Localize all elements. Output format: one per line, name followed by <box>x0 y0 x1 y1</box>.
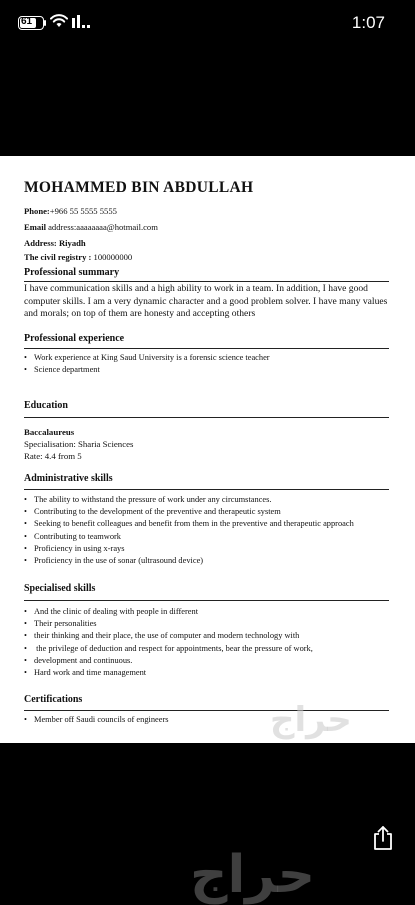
address-line <box>24 238 86 248</box>
list-item: • Hard work and time management <box>24 667 147 677</box>
summary-heading: Professional summary <box>24 267 120 278</box>
education-block <box>24 426 133 462</box>
list-item: • Seeking to benefit colleagues and benefit from them in the preventive and therapeutic approach <box>24 519 354 529</box>
admin-skills-heading: Administrative skills <box>24 473 113 484</box>
address-value: Riyadh <box>56 238 86 248</box>
wifi-icon <box>50 14 68 28</box>
civil-label: The civil registry : <box>24 252 92 262</box>
phone-label: Phone: <box>24 206 50 216</box>
haraj-logo: حراج <box>190 845 316 905</box>
list-item: • their thinking and their place, the use of computer and modern technology with <box>24 631 300 641</box>
divider <box>24 417 389 418</box>
email-label: Email <box>24 222 46 232</box>
certifications-heading: Certifications <box>24 694 83 705</box>
divider <box>24 348 389 349</box>
list-item: • Member off Saudi councils of engineers <box>24 715 169 724</box>
divider <box>24 281 389 282</box>
resume-name: MOHAMMED BIN ABDULLAH <box>24 179 254 196</box>
address-label: Address: <box>24 238 57 248</box>
education-heading: Education <box>24 400 68 411</box>
divider <box>24 600 389 601</box>
education-rate: Rate: 4.4 from 5 <box>24 451 82 461</box>
share-icon[interactable] <box>372 825 394 851</box>
experience-heading: Professional experience <box>24 333 125 344</box>
email-value: address:aaaaaaaa@hotmail.com <box>45 222 158 232</box>
resume-document <box>0 156 415 743</box>
list-item: • And the clinic of dealing with people in different <box>24 607 199 616</box>
list-item: • Proficiency in using x-rays <box>24 543 125 553</box>
certifications-list <box>24 714 169 726</box>
list-item: • Science department <box>24 365 100 375</box>
battery-icon <box>18 16 44 30</box>
education-degree: Baccalaureus <box>24 427 75 437</box>
phone-value: +966 55 5555 5555 <box>49 206 117 216</box>
list-item: • Their personalities <box>24 619 97 629</box>
civil-registry-line <box>24 252 132 262</box>
haraj-watermark-logo: حراج <box>270 700 352 740</box>
list-item: • development and continuous. <box>24 655 133 665</box>
signal-icon <box>72 15 90 29</box>
admin-skills-list <box>24 494 354 567</box>
email-line <box>24 222 158 232</box>
list-item: • Contributing to teamwork <box>24 531 121 541</box>
phone-line <box>24 206 117 216</box>
education-specialisation: Specialisation: Sharia Sciences <box>24 439 134 449</box>
list-item: • the privilege of deduction and respect for appointments, bear the pressure of work, <box>24 643 313 653</box>
specialised-skills-list <box>24 606 313 679</box>
battery-level: 61 <box>21 16 33 27</box>
list-item: • Work experience at King Saud University is a forensic science teacher <box>24 353 270 362</box>
list-item: • Proficiency in the use of sonar (ultrasound device) <box>24 555 204 565</box>
divider <box>24 489 389 490</box>
experience-list <box>24 352 270 376</box>
list-item: • Contributing to the development of the preventive and therapeutic system <box>24 507 281 517</box>
status-bar <box>0 0 415 50</box>
summary-text: I have communication skills and a high ability to work in a team. In addition, I have good computer skills. I am a very dynamic character and a good problem solver. I have many values and morals; on top of them are honesty and accepting others <box>24 283 388 319</box>
list-item: • The ability to withstand the pressure of work under any circumstances. <box>24 495 272 504</box>
specialised-skills-heading: Specialised skills <box>24 583 96 594</box>
civil-value: 100000000 <box>91 252 133 262</box>
status-time: 1:07 <box>351 13 385 32</box>
